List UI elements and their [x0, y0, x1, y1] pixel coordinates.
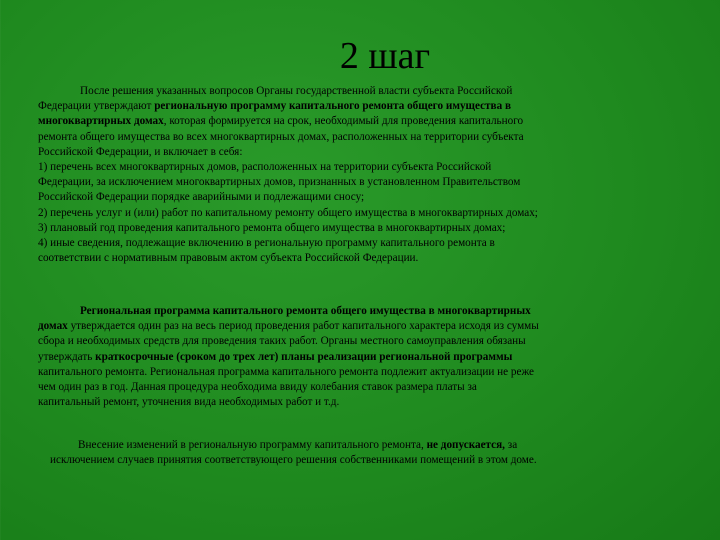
p3-line-1: [50, 438, 678, 453]
p2-line-4-bold: краткосрочные (сроком до трех лет) планы реализации региональной программы: [95, 350, 513, 363]
p2-line-2-text: утверждается один раз на весь период проведения работ капитального характера исходя из суммы: [67, 320, 539, 333]
p2-line-7: капитальный ремонт, уточнения вида необходимых работ и т.д.: [38, 396, 340, 409]
p2-line-3: сбора и необходимых средств для проведения таких работ. Органы местного самоуправления обязаны: [38, 335, 526, 348]
paragraph-2: [38, 304, 678, 410]
p1-line-1: [38, 84, 678, 99]
paragraph-3: [50, 438, 678, 468]
p1-line-10: 3) плановый год проведения капитального ремонта общего имущества в многоквартирных домах;: [38, 221, 506, 234]
p2-line-2: [38, 319, 678, 334]
p2-line-1-bold: Региональная программа капитального ремонта общего имущества в многоквартирных: [80, 305, 531, 317]
slide-title: 2 шаг: [339, 35, 431, 77]
p1-line-3-bold: многоквартирных домах: [38, 115, 164, 128]
p1-line-2: [38, 99, 678, 114]
p1-line-3: [38, 114, 678, 129]
p3-line-1-tail: за: [504, 439, 518, 451]
p1-line-7: Федерации, за исключением многоквартирных домов, признанных в установленном Правительством: [38, 176, 521, 189]
p3-line-2: исключением случаев принятия соответствующего решения собственниками помещений в этом доме.: [50, 454, 537, 467]
p1-line-2-bold: региональную программу капитального ремонта общего имущества в: [154, 100, 512, 113]
p2-line-5: капитального ремонта. Региональная программа капитального ремонта подлежит актуализации не реже: [38, 365, 535, 378]
p1-line-5: Российской Федерации, и включает в себя:: [38, 145, 243, 158]
p3-line-1-bold: не допускается,: [426, 439, 505, 451]
p2-line-4-text: утверждать: [38, 350, 96, 363]
p1-line-6: 1) перечень всех многоквартирных домов, расположенных на территории субъекта Российской: [38, 161, 492, 174]
p1-line-11: 4) иные сведения, подлежащие включению в региональную программу капитального ремонта в: [38, 237, 495, 250]
p1-line-12: соответствии с нормативным правовым актом субъекта Российской Федерации.: [38, 252, 419, 265]
p2-line-4: [38, 350, 678, 365]
p3-line-1-text: Внесение изменений в региональную программу капитального ремонта,: [78, 439, 427, 451]
p2-line-2-bold: домах: [38, 320, 68, 333]
paragraph-1: [38, 84, 678, 266]
p1-line-3-text: , которая формируется на срок, необходимый для проведения капитального: [163, 115, 524, 128]
p1-line-4: ремонта общего имущества во всех многоквартирных домах, расположенных на территории субъекта: [38, 130, 524, 143]
p1-line-1-text: После решения указанных вопросов Органы государственной власти субъекта Российской: [80, 85, 513, 97]
p2-line-6: чем один раз в год. Данная процедура необходима ввиду колебания ставок размера платы за: [38, 381, 477, 394]
p1-line-2-text: Федерации утверждают: [38, 100, 155, 113]
p1-line-9: 2) перечень услуг и (или) работ по капитальному ремонту общего имущества в многоквартирных домах;: [38, 206, 538, 219]
p1-line-8: Российской Федерации порядке аварийными и подлежащими сносу;: [38, 191, 365, 204]
p2-line-1: [38, 304, 678, 319]
